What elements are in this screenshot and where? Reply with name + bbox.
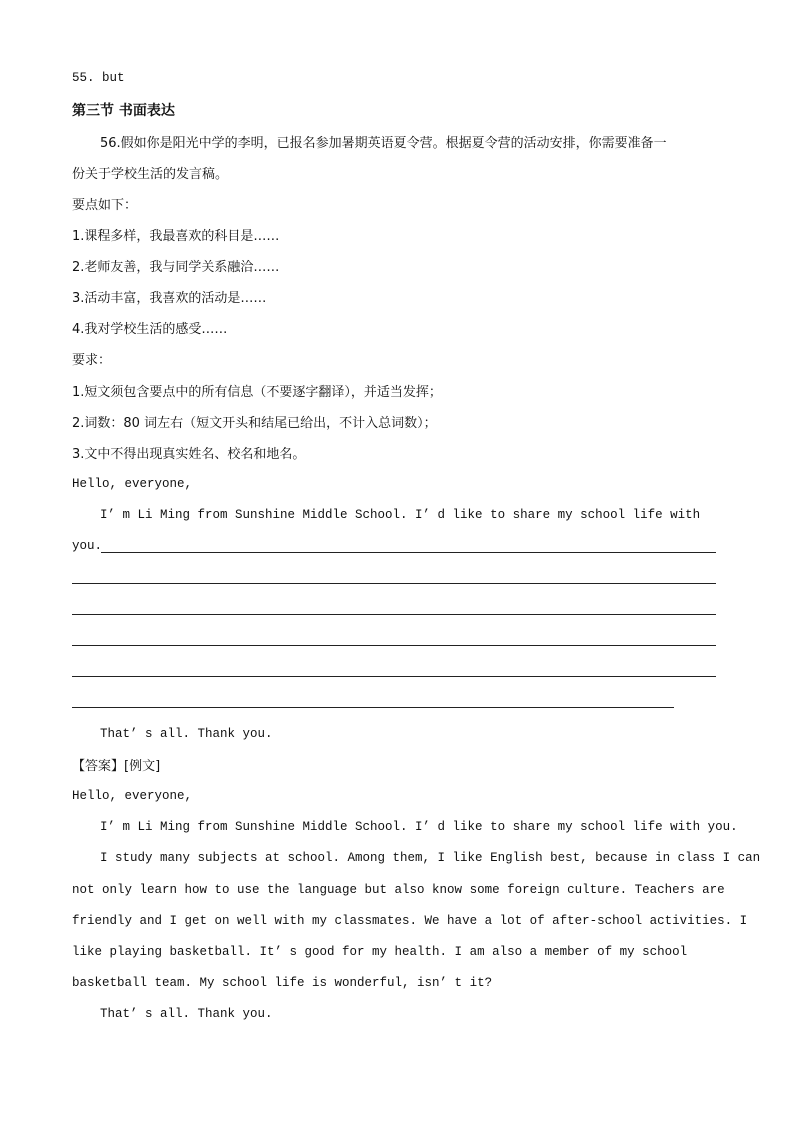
answer-body-line: I study many subjects at school. Among them, I like English best, because in class I can	[100, 851, 761, 865]
requirement-item: 1.短文须包含要点中的所有信息（不要逐字翻译），并适当发挥；	[72, 385, 442, 400]
writing-line[interactable]	[72, 614, 716, 615]
answer-body-line: like playing basketball. It’ s good for my health. I am also a member of my school	[72, 945, 688, 959]
answer-intro: I’ m Li Ming from Sunshine Middle School. I’ d like to share my school life with you.	[100, 820, 738, 834]
answer-closing: That’ s all. Thank you.	[100, 1007, 273, 1021]
answer-body-line: not only learn how to use the language but also know some foreign culture. Teachers are	[72, 883, 725, 897]
prompt-line-1: 56.假如你是阳光中学的李明，已报名参加暑期英语夏令营。根据夏令营的活动安排，你需要准备一	[100, 136, 667, 151]
writing-line[interactable]	[101, 552, 716, 553]
point-item: 3.活动丰富，我喜欢的活动是……	[72, 291, 267, 306]
prompt-line-2: 份关于学校生活的发言稿。	[72, 167, 229, 182]
requirement-item: 3.文中不得出现真实姓名、校名和地名。	[72, 447, 306, 462]
question-55-answer: 55. but	[72, 71, 125, 85]
answer-greeting: Hello, everyone,	[72, 789, 193, 803]
writing-line[interactable]	[72, 676, 716, 677]
points-header: 要点如下：	[72, 198, 138, 213]
point-item: 2.老师友善，我与同学关系融洽……	[72, 260, 280, 275]
requirements-header: 要求：	[72, 353, 112, 368]
writing-line[interactable]	[72, 645, 716, 646]
writing-line[interactable]	[72, 583, 716, 584]
answer-body-line: friendly and I get on well with my classmates. We have a lot of after-school activities. I	[72, 914, 748, 928]
template-closing: That’ s all. Thank you.	[100, 727, 273, 741]
point-item: 1.课程多样，我最喜欢的科目是……	[72, 229, 280, 244]
template-intro-line-1: I’ m Li Ming from Sunshine Middle School. I’ d like to share my school life with	[100, 508, 701, 522]
answer-label: 【答案】[例文]	[72, 759, 161, 774]
requirement-item: 2.词数：80 词左右（短文开头和结尾已给出，不计入总词数）；	[72, 416, 437, 431]
answer-body-line: basketball team. My school life is wonderful, isn’ t it?	[72, 976, 493, 990]
point-item: 4.我对学校生活的感受……	[72, 322, 228, 337]
template-intro-line-2: you.	[72, 539, 103, 553]
writing-line[interactable]	[72, 707, 674, 708]
template-greeting: Hello, everyone,	[72, 477, 193, 491]
section-title: 第三节 书面表达	[72, 103, 175, 119]
